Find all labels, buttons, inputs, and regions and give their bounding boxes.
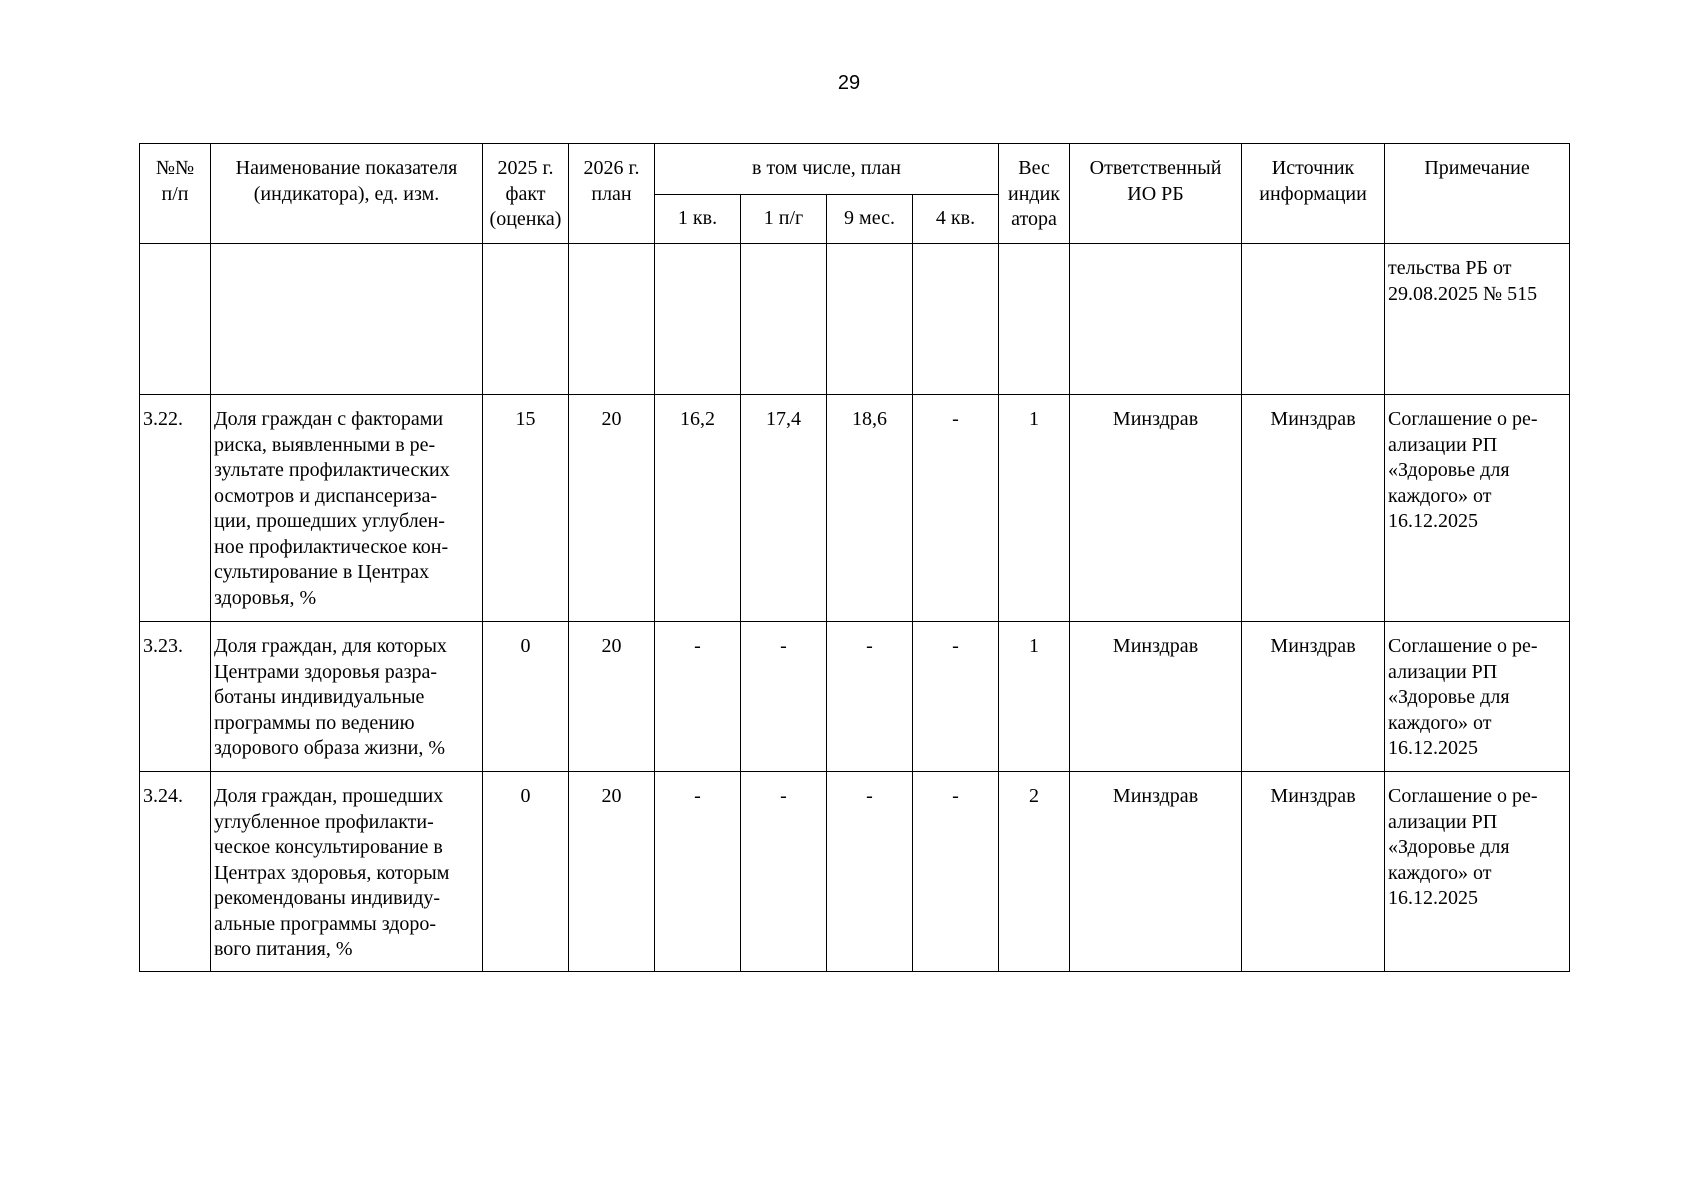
row-weight: 2 <box>999 772 1070 972</box>
table-row <box>140 244 1570 395</box>
row-name: Доля граждан, прошедших углубленное профилакти- ческое консультирование в Центрах здоровья, которым рекомендованы индивиду- альные программы здоро- вого питания, % <box>211 772 483 972</box>
row-responsible: Минздрав <box>1070 622 1242 772</box>
header-num: №№ п/п <box>140 144 211 244</box>
row-responsible: Минздрав <box>1070 772 1242 972</box>
row-num: 3.22. <box>140 395 211 622</box>
row-fact-2025: 15 <box>483 395 569 622</box>
row-q4 <box>913 244 999 395</box>
row-h1 <box>741 244 827 395</box>
header-note: Примечание <box>1385 144 1570 244</box>
row-q1: 16,2 <box>655 395 741 622</box>
row-source <box>1242 244 1385 395</box>
row-q1 <box>655 244 741 395</box>
row-q4: - <box>913 622 999 772</box>
row-weight: 1 <box>999 395 1070 622</box>
row-9-months: 18,6 <box>827 395 913 622</box>
header-q4: 4 кв. <box>913 195 999 244</box>
row-9-months <box>827 244 913 395</box>
row-source: Минздрав <box>1242 395 1385 622</box>
row-note: тельства РБ от 29.08.2025 № 515 <box>1385 244 1570 395</box>
row-h1: 17,4 <box>741 395 827 622</box>
row-name <box>211 244 483 395</box>
header-row-top <box>140 144 1570 195</box>
row-responsible: Минздрав <box>1070 395 1242 622</box>
row-weight <box>999 244 1070 395</box>
row-note: Соглашение о ре- ализации РП «Здоровье для каждого» от 16.12.2025 <box>1385 395 1570 622</box>
header-q1: 1 кв. <box>655 195 741 244</box>
table-row <box>140 622 1570 772</box>
header-9-months: 9 мес. <box>827 195 913 244</box>
header-weight: Вес индик атора <box>999 144 1070 244</box>
row-name: Доля граждан с факторами риска, выявленными в ре- зультате профилактических осмотров и диспансериза- ции, прошедших углублен- ное профилактическое кон- сультирование в Центрах здоровья, % <box>211 395 483 622</box>
row-fact-2025 <box>483 244 569 395</box>
row-note: Соглашение о ре- ализации РП «Здоровье для каждого» от 16.12.2025 <box>1385 772 1570 972</box>
row-h1: - <box>741 622 827 772</box>
row-plan-2026: 20 <box>569 622 655 772</box>
row-name: Доля граждан, для которых Центрами здоровья разра- ботаны индивидуальные программы по ведению здорового образа жизни, % <box>211 622 483 772</box>
header-inclusive-plan: в том числе, план <box>655 144 999 195</box>
row-plan-2026: 20 <box>569 395 655 622</box>
header-plan-2026: 2026 г. план <box>569 144 655 244</box>
row-q4: - <box>913 395 999 622</box>
header-source: Источник информации <box>1242 144 1385 244</box>
row-responsible <box>1070 244 1242 395</box>
row-9-months: - <box>827 622 913 772</box>
page-number: 29 <box>837 72 861 94</box>
row-source: Минздрав <box>1242 622 1385 772</box>
row-plan-2026 <box>569 244 655 395</box>
row-plan-2026: 20 <box>569 772 655 972</box>
row-9-months: - <box>827 772 913 972</box>
row-fact-2025: 0 <box>483 772 569 972</box>
header-name: Наименование показателя (индикатора), ед. изм. <box>211 144 483 244</box>
row-q1: - <box>655 622 741 772</box>
row-q4: - <box>913 772 999 972</box>
row-source: Минздрав <box>1242 772 1385 972</box>
row-num <box>140 244 211 395</box>
row-q1: - <box>655 772 741 972</box>
indicators-table <box>139 143 1570 972</box>
row-num: 3.23. <box>140 622 211 772</box>
row-weight: 1 <box>999 622 1070 772</box>
header-fact-2025: 2025 г. факт (оценка) <box>483 144 569 244</box>
table-row <box>140 772 1570 972</box>
table-row <box>140 395 1570 622</box>
row-note: Соглашение о ре- ализации РП «Здоровье для каждого» от 16.12.2025 <box>1385 622 1570 772</box>
row-num: 3.24. <box>140 772 211 972</box>
row-fact-2025: 0 <box>483 622 569 772</box>
header-h1: 1 п/г <box>741 195 827 244</box>
header-responsible: Ответственный ИО РБ <box>1070 144 1242 244</box>
row-h1: - <box>741 772 827 972</box>
